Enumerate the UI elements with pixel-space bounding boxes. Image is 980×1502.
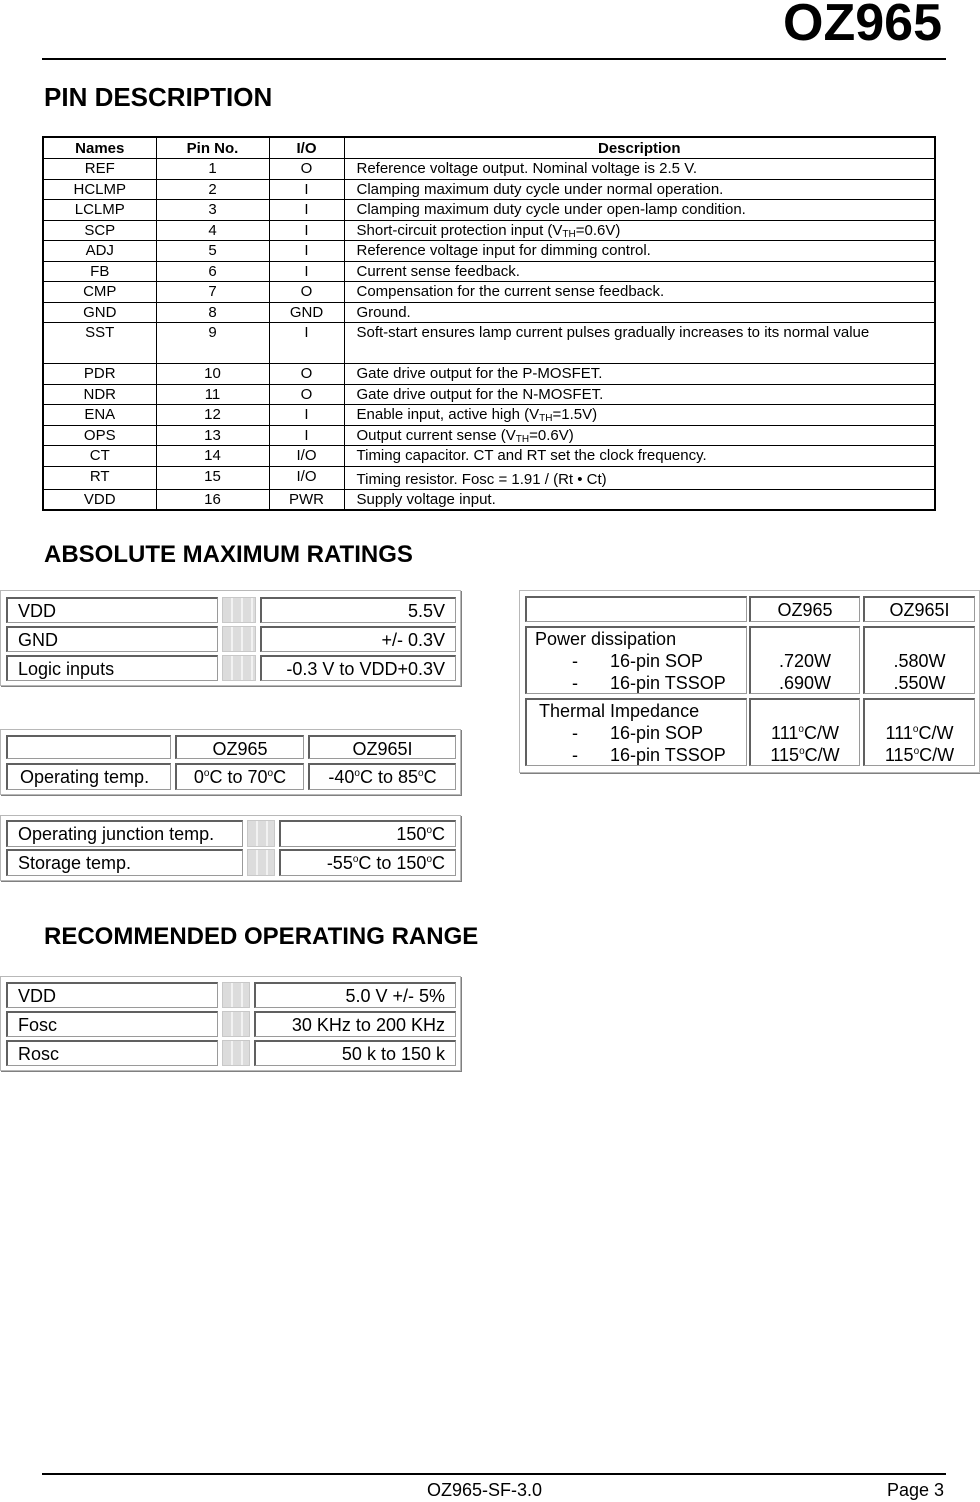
pin-io: O: [269, 159, 344, 180]
table-row: [43, 241, 935, 262]
pin-description: Compensation for the current sense feedback.: [344, 282, 935, 303]
table-row: [43, 323, 935, 364]
pin-number: 7: [156, 282, 269, 303]
pin-io: PWR: [269, 489, 344, 510]
pin-name: LCLMP: [43, 200, 156, 221]
pin-number: 8: [156, 302, 269, 323]
pin-number: 10: [156, 364, 269, 385]
pin-description: Soft-start ensures lamp current pulses gradually increases to its normal value: [344, 323, 935, 364]
pin-io: I: [269, 200, 344, 221]
pin-name: OPS: [43, 425, 156, 446]
pin-io: I: [269, 261, 344, 282]
pin-io: I: [269, 425, 344, 446]
document-code: OZ965-SF-3.0: [427, 1480, 543, 1500]
table-row: [43, 302, 935, 323]
table-row: [43, 179, 935, 200]
supply-ratings-box: [0, 590, 461, 686]
package-sop-label: 16-pin SOP: [610, 651, 704, 671]
pin-description: Current sense feedback.: [344, 261, 935, 282]
table-row: [43, 489, 935, 510]
pin-description: Reference voltage output. Nominal voltage is 2.5 V.: [344, 159, 935, 180]
spacer-cell: [247, 820, 275, 847]
oz965i-column-header: OZ965I: [863, 596, 975, 622]
pin-io: GND: [269, 302, 344, 323]
rosc-label: Rosc: [6, 1040, 218, 1066]
blank-header-cell: [525, 596, 747, 622]
ti-oz965-sop: 111$^o$C/W: [771, 723, 839, 743]
power-dissipation-oz965i: [863, 626, 975, 694]
thermal-impedance-cell: [525, 698, 747, 766]
junction-temp-label: Operating junction temp.: [6, 820, 243, 847]
pin-number: 5: [156, 241, 269, 262]
pin-io: I: [269, 241, 344, 262]
table-row: [43, 220, 935, 241]
table-row: [43, 200, 935, 221]
page-number: Page 3: [886, 1480, 944, 1500]
pin-description: Clamping maximum duty cycle under open-lamp condition.: [344, 200, 935, 221]
table-row: [43, 425, 935, 446]
pin-description-title: PIN DESCRIPTION: [44, 82, 273, 112]
pin-number: 14: [156, 446, 269, 467]
pin-number: 4: [156, 220, 269, 241]
thermal-impedance-oz965i: [863, 698, 975, 766]
table-row: [43, 405, 935, 426]
pin-io: O: [269, 282, 344, 303]
pin-number: 13: [156, 425, 269, 446]
pin-name: PDR: [43, 364, 156, 385]
pin-description-table: [42, 136, 936, 511]
column-header-description: Description: [344, 137, 935, 159]
pin-number: 2: [156, 179, 269, 200]
table-row: [43, 364, 935, 385]
header-rule: [42, 58, 946, 60]
fosc-label: Fosc: [6, 1011, 218, 1037]
pin-description: Enable input, active high $(V_{TH}=1.5V)$: [344, 405, 935, 426]
spacer-cell: [222, 1040, 250, 1066]
oz965-column-header: OZ965: [749, 596, 860, 622]
fosc-range-value: 30 KHz to 200 KHz: [254, 1011, 456, 1037]
table-row: [43, 159, 935, 180]
pin-name: VDD: [43, 489, 156, 510]
thermal-impedance-oz965: [749, 698, 860, 766]
table-row: [43, 466, 935, 489]
bullet-dash: -: [572, 723, 578, 743]
pin-number: 6: [156, 261, 269, 282]
table-row: [43, 384, 935, 405]
bullet-dash: -: [572, 651, 578, 671]
ti-oz965-tssop: 115$^o$C/W: [770, 745, 840, 765]
pin-name: NDR: [43, 384, 156, 405]
table-row: [43, 446, 935, 467]
pin-io: O: [269, 384, 344, 405]
operating-temp-box: [0, 729, 461, 795]
spacer-cell: [222, 626, 256, 652]
column-header-names: Names: [43, 137, 156, 159]
pin-name: ADJ: [43, 241, 156, 262]
power-thermal-box: [519, 590, 980, 773]
pd-oz965-sop: .720W: [778, 651, 832, 671]
pin-number: 11: [156, 384, 269, 405]
pin-name: RT: [43, 466, 156, 489]
pd-oz965i-sop: .580W: [893, 651, 946, 671]
table-row: [43, 261, 935, 282]
pin-number: 12: [156, 405, 269, 426]
power-dissipation-label: Power dissipation: [535, 629, 677, 649]
package-tssop-label: 16-pin TSSOP: [610, 745, 726, 765]
pd-oz965i-tssop: .550W: [893, 673, 946, 693]
spacer-cell: [247, 849, 275, 876]
blank-header-cell: [6, 735, 171, 759]
pin-description: Gate drive output for the P-MOSFET.: [344, 364, 935, 385]
pin-description: Short-circuit protection input $(V_{TH}=0.6V)$: [344, 220, 935, 241]
pin-description: Ground.: [344, 302, 935, 323]
pin-name: SST: [43, 323, 156, 364]
pin-io: I: [269, 220, 344, 241]
junction-storage-box: [0, 815, 461, 881]
gnd-label: GND: [6, 626, 218, 652]
spacer-cell: [222, 655, 256, 681]
pin-description: Gate drive output for the N-MOSFET.: [344, 384, 935, 405]
recommended-operating-range-title: RECOMMENDED OPERATING RANGE: [44, 923, 479, 950]
oz965-column-header: OZ965: [175, 735, 304, 759]
storage-temp-value: -55$^o$C to 150$^o$C: [279, 849, 456, 876]
recommended-range-box: [0, 976, 461, 1071]
vdd-label: VDD: [6, 982, 218, 1008]
pin-name: ENA: [43, 405, 156, 426]
pin-io: I/O: [269, 466, 344, 489]
pin-number: 16: [156, 489, 269, 510]
part-number-title: OZ965: [783, 0, 942, 52]
pin-name: GND: [43, 302, 156, 323]
operating-temp-oz965i: -40$^o$C to 85$^o$C: [308, 763, 456, 790]
pin-name: CT: [43, 446, 156, 467]
pin-io: I: [269, 323, 344, 364]
logic-inputs-label: Logic inputs: [6, 655, 218, 681]
bullet-dash: -: [572, 745, 578, 765]
absolute-maximum-ratings-title: ABSOLUTE MAXIMUM RATINGS: [44, 541, 413, 568]
bullet-dash: -: [572, 673, 578, 693]
thermal-impedance-label: Thermal Impedance: [539, 701, 700, 721]
oz965i-column-header: OZ965I: [308, 735, 456, 759]
spacer-cell: [222, 1011, 250, 1037]
column-header-pin-no: Pin No.: [156, 137, 269, 159]
pin-io: I/O: [269, 446, 344, 467]
pin-number: 1: [156, 159, 269, 180]
pin-name: SCP: [43, 220, 156, 241]
pin-description: Reference voltage input for dimming control.: [344, 241, 935, 262]
power-dissipation-cell: [525, 626, 747, 694]
vdd-label: VDD: [6, 597, 218, 623]
operating-temp-oz965: 0$^o$C to 70$^o$C: [175, 763, 304, 790]
pin-description: Output current sense $(V_{TH}=0.6V)$: [344, 425, 935, 446]
pin-name: CMP: [43, 282, 156, 303]
pin-io: I: [269, 405, 344, 426]
ti-oz965i-tssop: 115$^o$C/W: [884, 745, 955, 765]
pin-description: Supply voltage input.: [344, 489, 935, 510]
pin-number: 15: [156, 466, 269, 489]
spacer-cell: [222, 982, 250, 1008]
power-dissipation-oz965: [749, 626, 860, 694]
pin-io: I: [269, 179, 344, 200]
vdd-value: 5.5V: [260, 597, 456, 623]
logic-inputs-value: -0.3 V to VDD+0.3V: [260, 655, 456, 681]
spacer-cell: [222, 597, 256, 623]
pd-oz965-tssop: .690W: [778, 673, 832, 693]
vdd-range-value: 5.0 V +/- 5%: [254, 982, 456, 1008]
pin-description: Timing capacitor. CT and RT set the clock frequency.: [344, 446, 935, 467]
rosc-range-value: 50 k to 150 k: [254, 1040, 456, 1066]
pin-description: Clamping maximum duty cycle under normal operation.: [344, 179, 935, 200]
footer-rule: [42, 1473, 946, 1475]
pin-name: REF: [43, 159, 156, 180]
storage-temp-label: Storage temp.: [6, 849, 243, 876]
operating-temp-label: Operating temp.: [6, 763, 171, 790]
pin-name: HCLMP: [43, 179, 156, 200]
pin-number: 3: [156, 200, 269, 221]
pin-number: 9: [156, 323, 269, 364]
table-row: [43, 282, 935, 303]
pin-io: O: [269, 364, 344, 385]
junction-temp-value: 150$^o$C: [279, 820, 456, 847]
package-sop-label: 16-pin SOP: [610, 723, 704, 743]
pin-description: Timing resistor. Fosc = 1.91 / (Rt • Ct): [344, 466, 935, 489]
ti-oz965i-sop: 111$^o$C/W: [885, 723, 954, 743]
pin-name: FB: [43, 261, 156, 282]
package-tssop-label: 16-pin TSSOP: [610, 673, 726, 693]
table-header-row: [43, 137, 935, 159]
column-header-io: I/O: [269, 137, 344, 159]
gnd-value: +/- 0.3V: [260, 626, 456, 652]
